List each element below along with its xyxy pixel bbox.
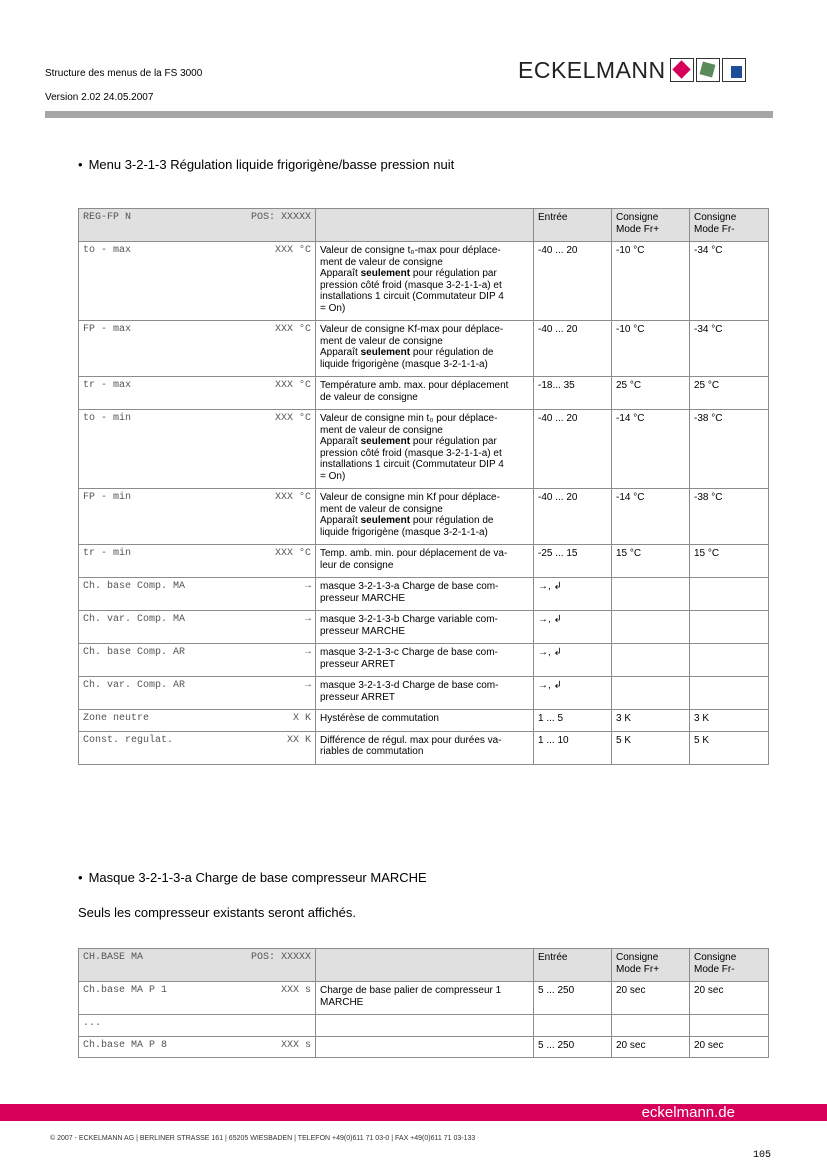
consigne-fr-plus-cell — [612, 677, 690, 710]
description-cell: Temp. amb. min. pour déplacement de va- leur de consigne — [316, 545, 534, 578]
header-display-label: CH.BASE MA — [83, 952, 144, 963]
table-row — [79, 710, 769, 732]
consigne-fr-plus-cell: 5 K — [612, 731, 690, 764]
entree-cell: 1 ... 10 — [534, 731, 612, 764]
document-title: Structure des menus de la FS 3000 — [45, 68, 203, 79]
consigne-fr-minus-cell: 20 sec — [690, 982, 769, 1015]
table-row — [79, 611, 769, 644]
description-cell: Valeur de consigne min Kf pour déplace- ment de valeur de consigne Apparaît seulement pour régulation de liquide frigorigène (masque 3-2-1-1-a) — [316, 489, 534, 545]
parameter-value: XXX °C — [274, 492, 311, 503]
description-cell: Valeur de consigne Kf-max pour déplace- ment de valeur de consigne Apparaît seulement pour régulation de liquide frigorigène (masque 3-2-1-1-a) — [316, 321, 534, 377]
consigne-fr-plus-cell: -10 °C — [612, 321, 690, 377]
header-display-cell — [79, 209, 316, 242]
table-row — [79, 242, 769, 321]
consigne-fr-minus-cell: 5 K — [690, 731, 769, 764]
parameter-value: → — [304, 680, 311, 691]
table-row — [79, 410, 769, 489]
consigne-fr-minus-cell: 20 sec — [690, 1036, 769, 1058]
parameter-label: Ch.base MA P 8 — [83, 1039, 168, 1051]
section2-title: • Masque 3-2-1-3-a Charge de base compresseur MARCHE — [78, 870, 427, 885]
page-number: 105 — [752, 1150, 771, 1161]
parameter-label: FP - max — [83, 324, 132, 335]
parameter-value: XXX s — [280, 985, 311, 996]
footer-copyright: © 2007 - ECKELMANN AG | BERLINER STRASSE 161 | 65205 WIESBADEN | TELEFON +49(0)611 71 03-0 | FAX +49(0)611 71 03-133 — [50, 1135, 476, 1142]
display-cell — [79, 1015, 316, 1037]
display-cell — [79, 321, 316, 377]
entree-cell: →, ↲ — [534, 611, 612, 644]
entree-cell: 1 ... 5 — [534, 710, 612, 732]
display-cell — [79, 410, 316, 489]
display-cell — [79, 1036, 316, 1058]
consigne-fr-plus-cell: 20 sec — [612, 982, 690, 1015]
table-header-row — [79, 949, 769, 982]
display-cell — [79, 710, 316, 732]
entree-cell: →, ↲ — [534, 677, 612, 710]
header-consigne-fr-minus: Consigne Mode Fr- — [690, 209, 769, 242]
logo-square-red — [670, 58, 694, 82]
entree-cell: -40 ... 20 — [534, 242, 612, 321]
description-cell: Valeur de consigne t₀-max pour déplace- ment de valeur de consigne Apparaît seulement pour régulation par pression côté froid (masque 3-2-1-1-a) et installations 1 circuit (Commutateur DIP 4 = On) — [316, 242, 534, 321]
parameter-value: → — [304, 614, 311, 625]
header-entree: Entrée — [534, 209, 612, 242]
entree-cell: 5 ... 250 — [534, 1036, 612, 1058]
table-row — [79, 489, 769, 545]
header-entree: Entrée — [534, 949, 612, 982]
consigne-fr-minus-cell — [690, 1015, 769, 1037]
display-cell — [79, 242, 316, 321]
entree-cell — [534, 1015, 612, 1037]
parameter-label: FP - min — [83, 492, 132, 503]
header-rule — [45, 111, 773, 118]
parameter-label: Ch.base MA P 1 — [83, 985, 168, 996]
parameter-value: → — [304, 581, 311, 592]
consigne-fr-plus-cell — [612, 611, 690, 644]
header-display-label: REG-FP N — [83, 212, 132, 223]
header-consigne-fr-plus: Consigne Mode Fr+ — [612, 209, 690, 242]
consigne-fr-plus-cell — [612, 578, 690, 611]
parameter-label: tr - max — [83, 380, 132, 391]
footer-website[interactable]: eckelmann.de — [641, 1104, 735, 1121]
table-header-row — [79, 209, 769, 242]
table-row — [79, 321, 769, 377]
display-cell — [79, 644, 316, 677]
parameter-value: XXX °C — [274, 245, 311, 256]
display-cell — [79, 377, 316, 410]
description-cell: masque 3-2-1-3-c Charge de base com- presseur ARRET — [316, 644, 534, 677]
header-display-cell — [79, 949, 316, 982]
logo-square-blue — [722, 58, 746, 82]
document-version: Version 2.02 24.05.2007 — [45, 92, 154, 103]
consigne-fr-minus-cell: 15 °C — [690, 545, 769, 578]
header-position-label: POS: XXXXX — [250, 212, 311, 223]
entree-cell: 5 ... 250 — [534, 982, 612, 1015]
description-cell — [316, 1036, 534, 1058]
table-row — [79, 644, 769, 677]
parameter-label: Ch. var. Comp. MA — [83, 614, 186, 625]
entree-cell: -40 ... 20 — [534, 410, 612, 489]
table-row — [79, 731, 769, 764]
consigne-fr-minus-cell — [690, 644, 769, 677]
parameter-label: to - min — [83, 413, 132, 424]
entree-cell: -40 ... 20 — [534, 489, 612, 545]
description-cell: Hystérèse de commutation — [316, 710, 534, 732]
consigne-fr-plus-cell: 25 °C — [612, 377, 690, 410]
parameter-value: XXX s — [280, 1039, 311, 1051]
consigne-fr-minus-cell — [690, 578, 769, 611]
description-cell: Charge de base palier de compresseur 1 MARCHE — [316, 982, 534, 1015]
table-row — [79, 1015, 769, 1037]
header-consigne-fr-plus: Consigne Mode Fr+ — [612, 949, 690, 982]
header-consigne-fr-minus: Consigne Mode Fr- — [690, 949, 769, 982]
header-position-label: POS: XXXXX — [250, 952, 311, 963]
consigne-fr-plus-cell — [612, 644, 690, 677]
display-cell — [79, 677, 316, 710]
display-cell — [79, 982, 316, 1015]
parameter-label: Const. regulat. — [83, 734, 174, 746]
consigne-fr-plus-cell: 20 sec — [612, 1036, 690, 1058]
parameter-value: XXX °C — [274, 380, 311, 391]
consigne-fr-minus-cell — [690, 611, 769, 644]
consigne-fr-minus-cell: -34 °C — [690, 242, 769, 321]
description-cell: masque 3-2-1-3-b Charge variable com- presseur MARCHE — [316, 611, 534, 644]
parameter-value: XX K — [286, 734, 311, 746]
parameter-label: Ch. base Comp. MA — [83, 581, 186, 592]
section1-title: • Menu 3-2-1-3 Régulation liquide frigorigène/basse pression nuit — [78, 157, 455, 172]
logo-square-green — [696, 58, 720, 82]
display-cell — [79, 489, 316, 545]
entree-cell: -40 ... 20 — [534, 321, 612, 377]
header-desc-cell — [316, 949, 534, 982]
description-cell: Température amb. max. pour déplacement de valeur de consigne — [316, 377, 534, 410]
entree-cell: →, ↲ — [534, 644, 612, 677]
consigne-fr-minus-cell — [690, 677, 769, 710]
table-row — [79, 1036, 769, 1058]
logo-text: ECKELMANN — [518, 57, 666, 83]
description-cell: masque 3-2-1-3-d Charge de base com- presseur ARRET — [316, 677, 534, 710]
parameter-value: XXX °C — [274, 413, 311, 424]
consigne-fr-minus-cell: -38 °C — [690, 489, 769, 545]
consigne-fr-plus-cell: -14 °C — [612, 410, 690, 489]
parameter-label: Ch. base Comp. AR — [83, 647, 186, 658]
consigne-fr-plus-cell: 15 °C — [612, 545, 690, 578]
description-cell: Valeur de consigne min t₀ pour déplace- ment de valeur de consigne Apparaît seulement pour régulation par pression côté froid (masque 3-2-1-1-a) et installations 1 circuit (Commutateur DIP 4 = On) — [316, 410, 534, 489]
consigne-fr-minus-cell: -34 °C — [690, 321, 769, 377]
display-cell — [79, 545, 316, 578]
description-cell — [316, 1015, 534, 1037]
parameter-value: X K — [292, 713, 311, 724]
table-row — [79, 677, 769, 710]
parameter-value: → — [304, 647, 311, 658]
menu-table — [78, 208, 769, 765]
consigne-fr-minus-cell: 25 °C — [690, 377, 769, 410]
parameter-label: tr - min — [83, 548, 132, 559]
consigne-fr-minus-cell: -38 °C — [690, 410, 769, 489]
entree-cell: -18... 35 — [534, 377, 612, 410]
parameter-value: XXX °C — [274, 548, 311, 559]
section2-note: Seuls les compresseur existants seront affichés. — [78, 905, 356, 920]
parameter-label: Ch. var. Comp. AR — [83, 680, 186, 691]
parameter-value: XXX °C — [274, 324, 311, 335]
table-row — [79, 578, 769, 611]
consigne-fr-plus-cell: -10 °C — [612, 242, 690, 321]
display-cell — [79, 731, 316, 764]
description-cell: masque 3-2-1-3-a Charge de base com- presseur MARCHE — [316, 578, 534, 611]
logo-squares — [670, 58, 748, 82]
header-desc-cell — [316, 209, 534, 242]
consigne-fr-plus-cell: 3 K — [612, 710, 690, 732]
consigne-fr-minus-cell: 3 K — [690, 710, 769, 732]
display-cell — [79, 611, 316, 644]
parameter-label: Zone neutre — [83, 713, 150, 724]
description-cell: Différence de régul. max pour durées va- riables de commutation — [316, 731, 534, 764]
consigne-fr-plus-cell: -14 °C — [612, 489, 690, 545]
table-row — [79, 377, 769, 410]
table-row — [79, 545, 769, 578]
entree-cell: -25 ... 15 — [534, 545, 612, 578]
display-cell — [79, 578, 316, 611]
parameter-label: ... — [83, 1018, 102, 1029]
mask-table — [78, 948, 769, 1058]
eckelmann-logo — [518, 57, 748, 83]
table-row — [79, 982, 769, 1015]
entree-cell: →, ↲ — [534, 578, 612, 611]
parameter-label: to - max — [83, 245, 132, 256]
footer-bar — [0, 1104, 827, 1121]
consigne-fr-plus-cell — [612, 1015, 690, 1037]
